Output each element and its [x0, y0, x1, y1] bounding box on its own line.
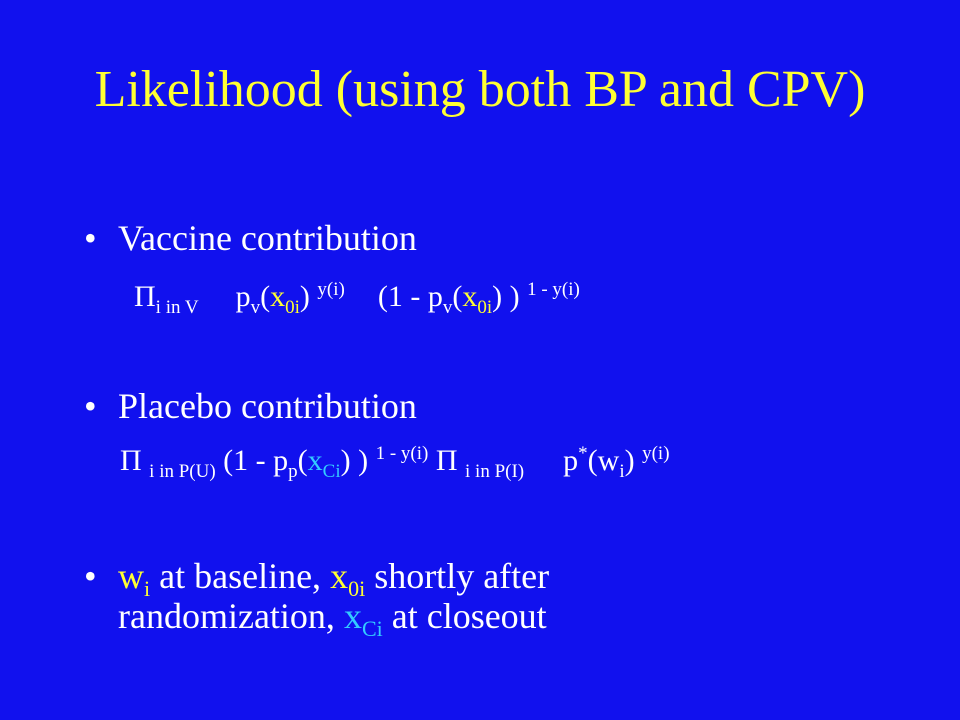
placebo-contribution-heading: Placebo contribution [118, 386, 417, 426]
vaccine-contribution-heading: Vaccine contribution [118, 218, 417, 258]
product-symbol: Π [134, 280, 156, 313]
x0i-term: $x_{0i}$ [330, 556, 366, 602]
x0i-term: $x_{0i}$ [270, 280, 300, 318]
x0i-term: $x_{0i}$ [462, 280, 493, 318]
product-symbol: Π [435, 444, 458, 477]
xCi-term: $x_{Ci}$ [343, 596, 383, 642]
product-symbol: Π [120, 444, 142, 477]
bullet-marker: • [84, 218, 97, 258]
placebo-formula: Π $_{i in P(U)}$ ($1 - p_p(x_{Ci})$ ) $^{1 - y(i)}$ Π $_{i in P(I)}$ $p^*(w_i)$ $^{y(i)}$ [120, 443, 670, 482]
slide-title: Likelihood (using both BP and CPV) [94, 61, 866, 118]
xCi-term: $x_{Ci}$ [307, 444, 341, 482]
note-line-2: randomization, $x_{Ci}$ at closeout [118, 596, 547, 642]
bullet-marker: • [84, 386, 97, 426]
w-term: $w_i$ [118, 556, 151, 602]
note-line-1: $w_i$ at baseline, $x_{0i}$ shortly after [118, 556, 550, 602]
vaccine-formula: $\Pi_{i in V}$ $p_v(x_{0i})$ $^{y(i)}$ ($1 - p_v(x_{0i})$ ) $^{1 - y(i)}$ [134, 279, 580, 318]
bullet-marker: • [84, 556, 97, 596]
